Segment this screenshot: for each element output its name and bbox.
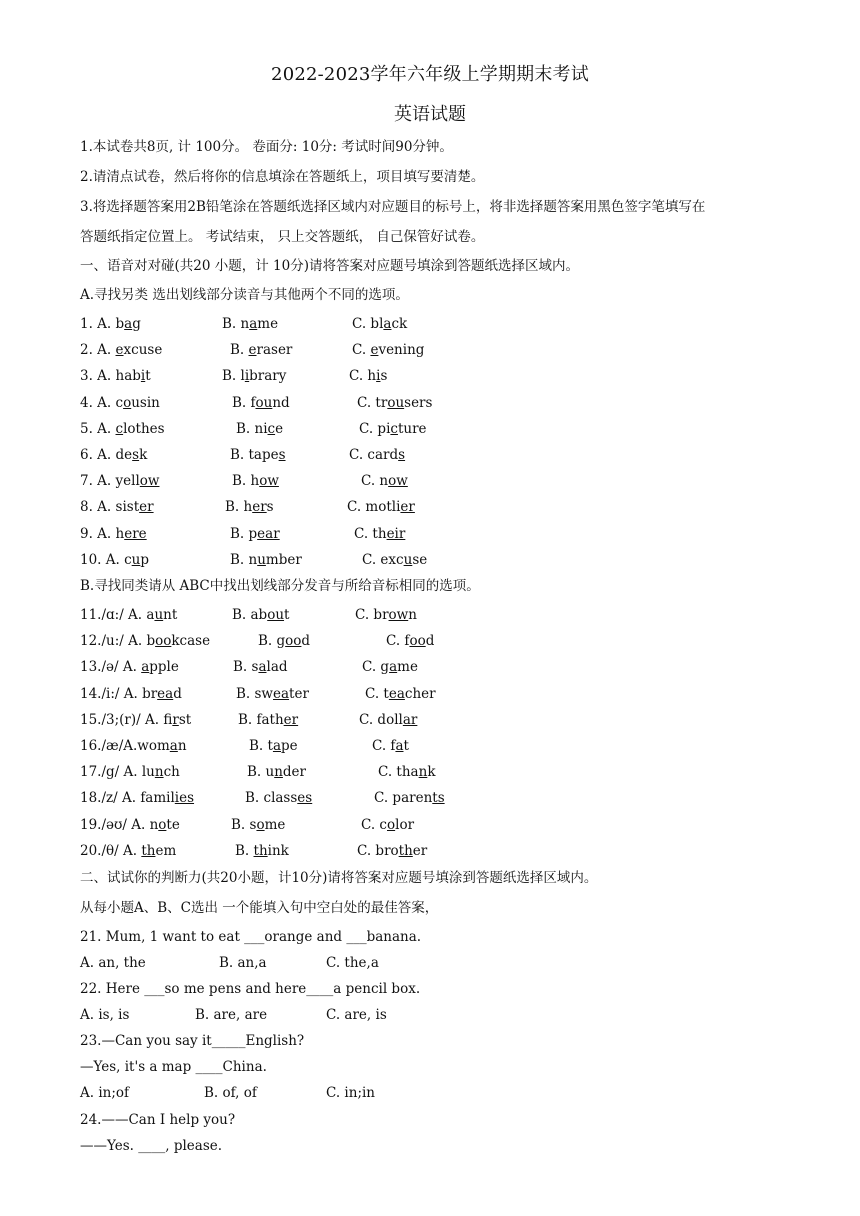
word-part: pe	[281, 738, 298, 754]
underlined-letters: oo	[409, 633, 426, 650]
word-part: g	[132, 316, 141, 332]
partA-q8-option-a	[80, 498, 154, 516]
word-part: B.	[230, 342, 249, 359]
underlined-letters: ow	[388, 473, 408, 490]
word-part: n	[177, 738, 187, 754]
word-part: mber	[265, 551, 302, 568]
question-number: 5. A.	[80, 420, 116, 437]
word-part: lad	[266, 659, 288, 676]
word-part: C. motli	[347, 499, 401, 516]
partB-q20-option-a	[80, 842, 176, 860]
q21-option-a: A. an, the	[80, 955, 146, 971]
word-part: xcuse	[123, 342, 163, 359]
word-part: B. f	[232, 394, 256, 411]
word-part: de	[115, 447, 133, 463]
word-part: C. tr	[357, 394, 388, 411]
partB-q17-option-a	[80, 763, 180, 781]
word-part: C. tha	[378, 764, 419, 781]
word-part: C. th	[354, 525, 387, 542]
word-part: C. bl	[352, 316, 384, 332]
word-part: a	[146, 607, 155, 623]
underlined-letters: ou	[387, 394, 405, 411]
word-part: b	[115, 316, 125, 332]
partA-q10-option-a	[80, 551, 149, 569]
word-part: wom	[137, 738, 170, 754]
word-part: B. ab	[232, 607, 268, 623]
underlined-letters: u	[257, 551, 266, 568]
word-part: k	[427, 764, 436, 781]
underlined-letters: er	[283, 711, 299, 728]
partA-q4-option-c	[357, 394, 432, 412]
underlined-letters: s	[398, 447, 406, 463]
partA-q6-option-c	[349, 446, 405, 464]
section1-heading: 一、语音对对碰(共20 小题，计 10分)请将答案对应题号填涂到答题纸选择区域内。	[80, 258, 579, 274]
word-part: f	[163, 711, 173, 728]
underlined-letters: er	[252, 499, 267, 516]
instruction-3-cont: 答题纸指定位置上。 考试结束， 只上交答题纸， 自己保管好试卷。	[80, 229, 485, 245]
word-part: ink	[267, 842, 289, 859]
word-part: lor	[395, 816, 415, 833]
partA-q10-option-b	[230, 551, 302, 569]
partA-q2-option-b	[230, 341, 292, 359]
question-number: 16./æ/A.	[80, 738, 138, 754]
underlined-letters: a	[258, 659, 267, 676]
section2-heading: 二、试试你的判断力(共20小题，计10分)请将答案对应题号填涂到答题纸选择区域内。	[80, 870, 598, 886]
underlined-letters: eir	[386, 525, 406, 542]
question-number: 4. A.	[80, 394, 116, 411]
question-number: 8. A.	[80, 499, 116, 516]
underlined-letters: th	[398, 842, 413, 859]
instruction-1: 1.本试卷共8页, 计 100分。 卷面分: 10分: 考试时间90分钟。	[80, 139, 453, 155]
underlined-letters: u	[131, 551, 141, 568]
partA-q5-option-b	[236, 420, 283, 438]
partA-heading: A.寻找另类 选出划线部分读音与其他两个不同的选项。	[80, 287, 409, 303]
question-24-line2: ——Yes. ____, please.	[80, 1138, 223, 1154]
underlined-letters: c	[267, 420, 276, 437]
question-23: 23.—Can you say it_____English?	[80, 1033, 305, 1049]
underlined-letters: er	[400, 499, 415, 516]
underlined-letters: oo	[285, 633, 302, 650]
word-part: lothes	[123, 420, 165, 437]
underlined-letters: th	[253, 842, 268, 859]
word-part: nt	[163, 607, 178, 623]
partB-q13-option-a	[80, 658, 179, 676]
word-part: C. t	[365, 685, 389, 702]
underlined-letters: a	[124, 316, 133, 332]
q23-option-c: C. in;in	[326, 1085, 376, 1101]
partA-q2-option-c	[352, 341, 424, 359]
word-part: n	[149, 816, 159, 833]
underlined-letters: ar	[402, 711, 418, 728]
word-part: nd	[272, 394, 290, 411]
partA-q3-option-b	[222, 367, 286, 385]
question-number: 1. A.	[80, 316, 116, 332]
underlined-letters: n	[418, 764, 428, 781]
question-number: 2. A.	[80, 342, 116, 359]
word-part: B. h	[225, 499, 253, 516]
partB-q12-option-b	[258, 632, 310, 650]
partA-q8-option-c	[347, 498, 415, 516]
partA-q1-option-c	[352, 315, 407, 333]
word-part: t	[284, 607, 290, 623]
underlined-letters: ere	[124, 525, 147, 542]
underlined-letters: o	[256, 816, 265, 833]
word-part: C. pi	[359, 420, 391, 437]
underlined-letters: u	[154, 607, 164, 623]
question-number: 9. A.	[80, 525, 116, 542]
word-part: C. br	[355, 607, 389, 623]
word-part: C. bro	[357, 842, 399, 859]
partB-q17-option-c	[378, 763, 436, 781]
word-part: B. n	[222, 316, 250, 332]
underlined-letters: a	[383, 316, 392, 332]
partB-q19-option-c	[361, 816, 414, 834]
word-part: B. sw	[236, 685, 273, 702]
partA-q1-option-b	[222, 315, 278, 333]
word-part: p	[140, 551, 150, 568]
word-part: B. g	[258, 633, 286, 650]
word-part: B. s	[231, 816, 257, 833]
partB-q16-option-a	[80, 737, 187, 755]
word-part: B. u	[247, 764, 275, 781]
partB-q18-option-b	[245, 789, 312, 807]
q23-option-a: A. in;of	[80, 1085, 130, 1101]
instruction-3: 3.将选择题答案用2B铅笔涂在答题纸选择区域内对应题目的标号上，将非选择题答案用黑色签字笔填写在	[80, 199, 706, 215]
word-part: ture	[397, 420, 427, 437]
underlined-letters: e	[370, 342, 379, 359]
underlined-letters: ou	[267, 607, 285, 623]
word-part: te	[166, 816, 180, 833]
question-number: 12./u:/ A.	[80, 633, 147, 650]
underlined-letters: e	[115, 342, 124, 359]
underlined-letters: es	[297, 790, 313, 807]
word-part: t	[403, 738, 409, 754]
question-24: 24.——Can I help you?	[80, 1112, 236, 1128]
partA-q9-option-c	[354, 525, 405, 543]
question-number: 20./θ/ A.	[80, 842, 142, 859]
partB-q20-option-c	[357, 842, 427, 860]
q23-option-b: B. of, of	[204, 1085, 257, 1101]
underlined-letters: o	[158, 816, 167, 833]
word-part: C. n	[361, 473, 389, 490]
page-subtitle: 英语试题	[394, 104, 466, 125]
word-part: yell	[115, 473, 140, 490]
word-part: pple	[149, 659, 179, 676]
underlined-letters: a	[249, 316, 258, 332]
partB-q12-option-a	[80, 632, 210, 650]
partA-q10-option-c	[362, 551, 427, 569]
word-part: me	[257, 316, 279, 332]
word-part: brary	[249, 368, 287, 385]
word-part: C. card	[349, 447, 399, 463]
underlined-letters: i	[376, 368, 381, 385]
underlined-letters: o	[387, 816, 396, 833]
question-number: 10. A.	[80, 551, 125, 568]
word-part: der	[282, 764, 306, 781]
question-22: 22. Here ___so me pens and here____a pencil box.	[80, 981, 421, 997]
word-part: usin	[131, 394, 160, 411]
word-part: C. f	[372, 738, 396, 754]
underlined-letters: ies	[174, 790, 195, 807]
word-part: B. p	[230, 525, 258, 542]
partB-q14-option-c	[365, 685, 436, 703]
question-number: 7. A.	[80, 473, 116, 490]
question-number: 15./3;(r)/ A.	[80, 711, 164, 728]
section2-subheading: 从每小题A、B、C选出 一个能填入句中空白处的最佳答案，	[80, 900, 439, 916]
question-23-line2: —Yes, it's a map ____China.	[80, 1059, 267, 1075]
word-part: B. s	[233, 659, 259, 676]
word-part: d	[173, 685, 182, 702]
question-number: 19./əʊ/ A.	[80, 816, 150, 833]
word-part: vening	[378, 342, 425, 359]
underlined-letters: ear	[257, 525, 280, 542]
partA-q2-option-a	[80, 341, 162, 359]
word-part: st	[178, 711, 192, 728]
underlined-letters: n	[154, 764, 164, 781]
word-part: sers	[404, 394, 433, 411]
underlined-letters: a	[272, 738, 281, 754]
q21-option-c: C. the,a	[326, 955, 379, 971]
question-number: 13./ə/ A.	[80, 659, 142, 676]
underlined-letters: i	[244, 368, 250, 385]
underlined-letters: oo	[155, 633, 172, 650]
partB-q15-option-c	[359, 711, 417, 729]
word-part: e	[275, 420, 284, 437]
underlined-letters: a	[169, 738, 178, 754]
underlined-letters: ts	[432, 790, 445, 807]
word-part: t	[145, 368, 151, 385]
word-part: B. t	[249, 738, 273, 754]
word-part: B. ni	[236, 420, 268, 437]
partB-q19-option-b	[231, 816, 285, 834]
word-part: kcase	[171, 633, 211, 650]
underlined-letters: a	[395, 738, 404, 754]
underlined-letters: ou	[255, 394, 273, 411]
partA-q7-option-a	[80, 472, 159, 490]
underlined-letters: th	[141, 842, 156, 859]
word-part: C. paren	[374, 790, 433, 807]
underlined-letters: n	[274, 764, 283, 781]
word-part: famil	[140, 790, 175, 807]
partB-q12-option-c	[386, 632, 434, 650]
word-part: c	[124, 551, 132, 568]
partA-q6-option-b	[230, 446, 286, 464]
partB-q13-option-c	[362, 658, 418, 676]
underlined-letters: a	[389, 659, 398, 676]
underlined-letters: ow	[139, 473, 160, 490]
word-part: C. g	[362, 659, 390, 676]
word-part: h	[115, 525, 125, 542]
partA-q9-option-b	[230, 525, 280, 543]
partB-q14-option-a	[80, 685, 182, 703]
word-part: C. h	[349, 368, 377, 385]
word-part: B. class	[245, 790, 298, 807]
underlined-letters: ea	[388, 685, 405, 702]
word-part: br	[142, 685, 158, 702]
underlined-letters: s	[132, 447, 140, 463]
underlined-letters: e	[248, 342, 257, 359]
page-title: 2022-2023学年六年级上学期期末考试	[271, 64, 589, 85]
question-number: 14./i:/ A.	[80, 685, 143, 702]
partB-q19-option-a	[80, 816, 180, 834]
underlined-letters: u	[403, 551, 413, 568]
underlined-letters: c	[115, 420, 124, 437]
question-number: 11./ɑ:/ A.	[80, 607, 147, 623]
word-part: hab	[115, 368, 141, 385]
word-part: se	[412, 551, 428, 568]
q22-option-b: B. are, are	[195, 1007, 268, 1023]
partB-q15-option-b	[238, 711, 298, 729]
word-part: lu	[141, 764, 155, 781]
partA-q7-option-c	[361, 472, 408, 490]
word-part: me	[264, 816, 286, 833]
partA-q4-option-a	[80, 394, 160, 412]
word-part: em	[155, 842, 177, 859]
partB-q18-option-a	[80, 789, 194, 807]
partB-q11-option-c	[355, 606, 417, 624]
partB-heading: B.寻找同类请从 ABC中找出划线部分发音与所给音标相同的选项。	[80, 578, 480, 594]
word-part: cher	[404, 685, 436, 702]
partB-q14-option-b	[236, 685, 309, 703]
partB-q11-option-b	[232, 606, 289, 624]
word-part: s	[266, 499, 274, 516]
underlined-letters: ow	[388, 607, 409, 623]
partA-q3-option-a	[80, 367, 151, 385]
instruction-2: 2.请清点试卷，然后将你的信息填涂在答题纸上，项目填写要清楚。	[80, 169, 485, 185]
word-part: s	[380, 368, 388, 385]
partA-q1-option-a	[80, 315, 141, 333]
partA-q3-option-c	[349, 367, 387, 385]
underlined-letters: i	[140, 368, 146, 385]
question-number: 6. A.	[80, 447, 116, 463]
question-number: 18./z/ A.	[80, 790, 141, 807]
word-part: ch	[163, 764, 180, 781]
word-part: C. doll	[359, 711, 403, 728]
question-21: 21. Mum, 1 want to eat ___orange and ___banana.	[80, 929, 422, 945]
underlined-letters: ea	[273, 685, 290, 702]
partB-q16-option-c	[372, 737, 409, 755]
word-part: n	[408, 607, 417, 623]
word-part: c	[115, 394, 124, 411]
q22-option-a: A. is, is	[80, 1007, 130, 1023]
underlined-letters: er	[139, 499, 154, 516]
word-part: raser	[256, 342, 293, 359]
word-part: d	[425, 633, 435, 650]
word-part: B. n	[230, 551, 258, 568]
word-part: B. l	[222, 368, 245, 385]
word-part: C. exc	[362, 551, 404, 568]
word-part: C. c	[361, 816, 387, 833]
q22-option-c: C. are, is	[326, 1007, 387, 1023]
partB-q16-option-b	[249, 737, 298, 755]
partA-q4-option-b	[232, 394, 290, 412]
word-part: er	[412, 842, 428, 859]
partA-q8-option-b	[225, 498, 274, 516]
word-part: B. h	[232, 473, 260, 490]
word-part: me	[397, 659, 418, 676]
word-part: sist	[115, 499, 140, 516]
underlined-letters: ow	[259, 473, 279, 490]
partB-q18-option-c	[374, 789, 445, 807]
partB-q15-option-a	[80, 711, 191, 729]
underlined-letters: s	[278, 447, 286, 463]
partA-q5-option-a	[80, 420, 165, 438]
partA-q5-option-c	[359, 420, 427, 438]
underlined-letters: c	[390, 420, 398, 437]
word-part: B. tape	[230, 447, 279, 463]
partB-q17-option-b	[247, 763, 306, 781]
partB-q11-option-a	[80, 606, 177, 624]
underlined-letters: ea	[157, 685, 174, 702]
q21-option-b: B. an,a	[219, 955, 267, 971]
question-number: 3. A.	[80, 368, 116, 385]
word-part: C. f	[386, 633, 410, 650]
partA-q7-option-b	[232, 472, 279, 490]
word-part: C.	[352, 342, 371, 359]
underlined-letters: o	[123, 394, 132, 411]
word-part: ter	[289, 685, 309, 702]
word-part: B. fath	[238, 711, 284, 728]
partA-q6-option-a	[80, 446, 147, 464]
partB-q13-option-b	[233, 658, 288, 676]
underlined-letters: ir	[172, 711, 179, 728]
word-part: B.	[235, 842, 254, 859]
word-part: k	[139, 447, 148, 463]
partB-q20-option-b	[235, 842, 289, 860]
partA-q9-option-a	[80, 525, 147, 543]
word-part: b	[146, 633, 156, 650]
underlined-letters: a	[141, 659, 150, 676]
question-number: 17./g/ A.	[80, 764, 142, 781]
word-part: ck	[391, 316, 408, 332]
word-part: d	[301, 633, 311, 650]
